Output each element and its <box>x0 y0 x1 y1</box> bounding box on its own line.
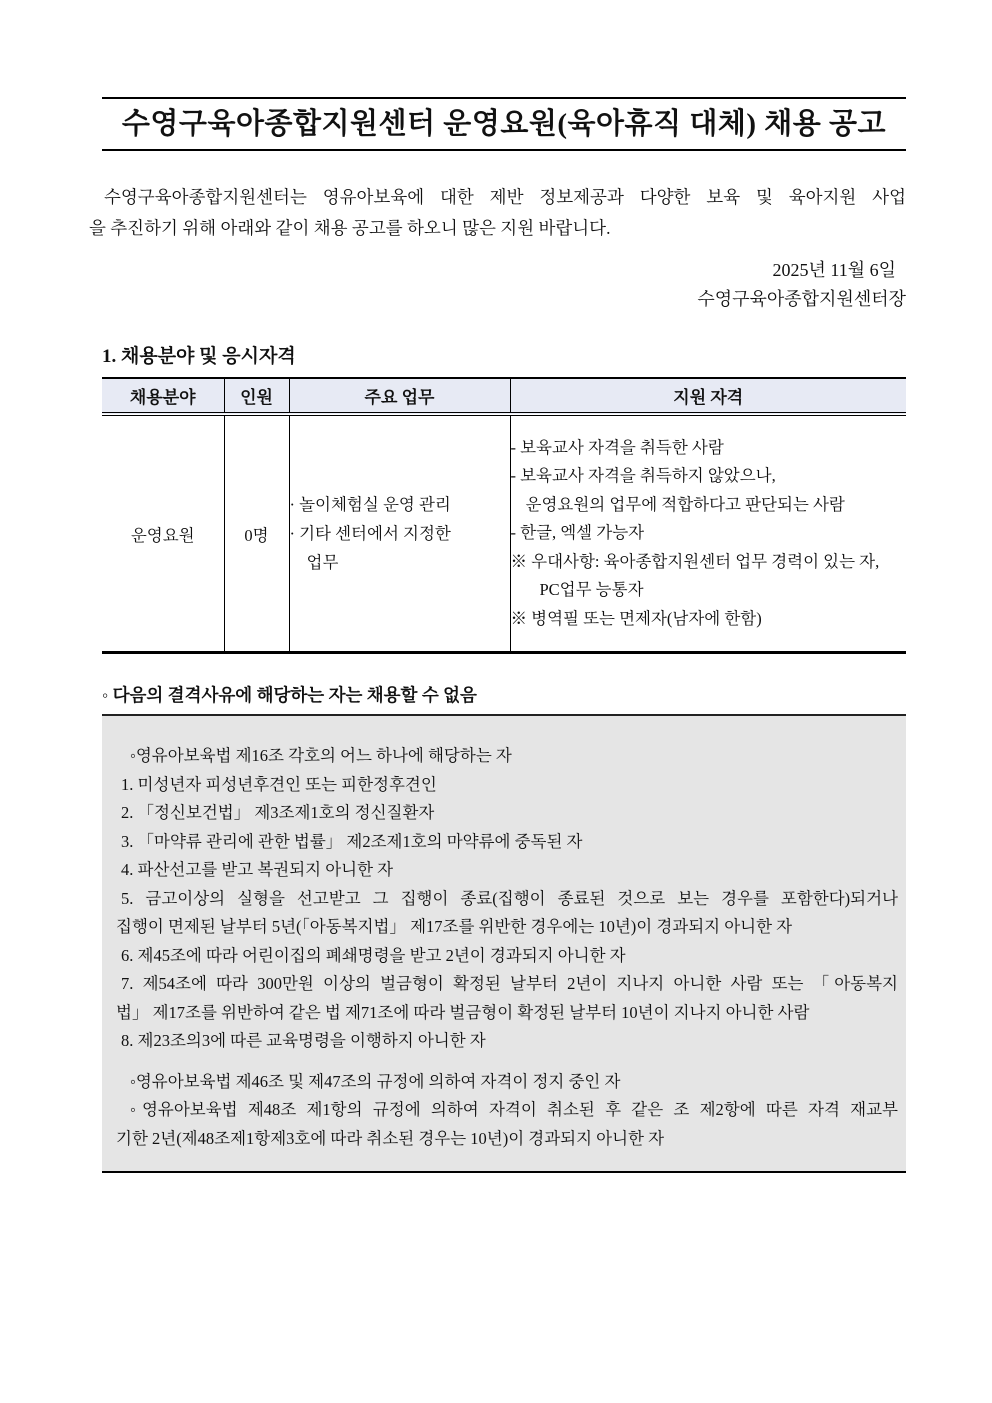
col-header-qualifications: 지원 자격 <box>510 378 906 414</box>
section1-heading: 1. 채용분야 및 응시자격 <box>102 346 296 367</box>
cell-field: 운영요원 <box>130 525 195 545</box>
document-content <box>89 0 906 1173</box>
recruitment-table <box>102 377 906 654</box>
document-title: 수영구육아종합지원센터 운영요원(육아휴직 대체) 채용 공고 <box>102 97 906 151</box>
qualification-line: 운영요원의 업무에 적합하다고 판단되는 사람 <box>525 494 845 514</box>
disqualification-line: ◦영유아보육법 제16조 각호의 어느 하나에 해당하는 자 <box>130 746 512 765</box>
disqualification-line: 2. 「정신보건법」 제3조제1호의 정신질환자 <box>121 803 435 822</box>
table-header-row <box>102 378 906 414</box>
cell-duties <box>289 414 510 653</box>
duties-list <box>290 490 510 577</box>
disqualification-notice-box <box>102 714 906 1173</box>
qualification-line: ※ 우대사항: 육아종합지원센터 업무 경력이 있는 자, <box>510 551 880 571</box>
table-row <box>102 414 906 653</box>
disqualification-line: ◦영유아보육법 제46조 및 제47조의 규정에 의하여 자격이 정지 중인 자 <box>130 1071 621 1091</box>
disqualification-line: 집행이 면제된 날부터 5년(「아동복지법」 제17조를 위반한 경우에는 10년)이 경과되지 아니한 자 <box>116 917 793 936</box>
disqualification-line: ◦영유아보육법 제48조 제1항의 규정에 의하여 자격이 취소된 후 같은 조 제2항에 따른 자격 재교부 <box>130 1100 898 1119</box>
qualification-line: PC업무 능통자 <box>539 580 644 600</box>
intro-paragraph <box>89 182 906 244</box>
qualification-line: - 보육교사 자격을 취득하지 않았으나, <box>510 466 776 486</box>
qualification-line: - 보육교사 자격을 취득한 사람 <box>510 437 724 457</box>
disqualification-line: 법」 제17조를 위반하여 같은 법 제71조에 따라 벌금형이 확정된 날부터 10년이 지나지 아니한 사람 <box>116 1002 810 1022</box>
disqualification-line <box>112 1056 898 1068</box>
date-signer-block <box>102 256 906 314</box>
qualification-line: ※ 병역필 또는 면제자(남자에 한함) <box>510 608 762 628</box>
issue-date: 2025년 11월 6일 <box>772 260 896 280</box>
cell-headcount: 0명 <box>224 414 289 653</box>
disqualification-line: 기한 2년(제48조제1항제3호에 따라 취소된 경우는 10년)이 경과되지 아니한 자 <box>116 1128 665 1148</box>
duty-line: 업무 <box>306 553 339 572</box>
intro-line: 을 추진하기 위해 아래와 같이 채용 공고를 하오니 많은 지원 바랍니다. <box>89 218 611 238</box>
disqualification-line: 1. 미성년자 피성년후견인 또는 피한정후견인 <box>121 774 437 794</box>
cell-qualifications <box>510 414 906 653</box>
col-header-duties: 주요 업무 <box>289 378 510 414</box>
disqualification-line: 7. 제54조에 따라 300만원 이상의 벌금형이 확정된 날부터 2년이 지나지 아니한 사람 또는 「아동복지 <box>121 974 898 993</box>
intro-line: 수영구육아종합지원센터는 영유아보육에 대한 제반 정보제공과 다양한 보육 및 육아지원 사업 <box>104 187 906 207</box>
disqualification-line: 5. 금고이상의 실형을 선고받고 그 집행이 종료(집행이 종료된 것으로 보는 경우를 포함한다)되거나 <box>121 888 898 908</box>
col-header-headcount: 인원 <box>224 378 289 414</box>
disqualification-heading: ◦ 다음의 결격사유에 해당하는 자는 채용할 수 없음 <box>102 685 477 705</box>
issuer: 수영구육아종합지원센터장 <box>697 289 906 309</box>
duty-line: · 놀이체험실 운영 관리 <box>289 495 451 514</box>
qualification-list <box>511 434 907 634</box>
duty-line: · 기타 센터에서 지정한 <box>289 524 451 543</box>
disqualification-line: 8. 제23조의3에 따른 교육명령을 이행하지 아니한 자 <box>121 1031 486 1050</box>
disqualification-line: 3. 「마약류 관리에 관한 법률」 제2조제1호의 마약류에 중독된 자 <box>121 831 583 851</box>
disqualification-line: 4. 파산선고를 받고 복권되지 아니한 자 <box>121 860 394 879</box>
col-header-field: 채용분야 <box>102 378 224 414</box>
disqualification-line: 6. 제45조에 따라 어린이집의 폐쇄명령을 받고 2년이 경과되지 아니한 자 <box>121 945 626 965</box>
qualification-line: - 한글, 엑셀 가능자 <box>510 523 645 543</box>
